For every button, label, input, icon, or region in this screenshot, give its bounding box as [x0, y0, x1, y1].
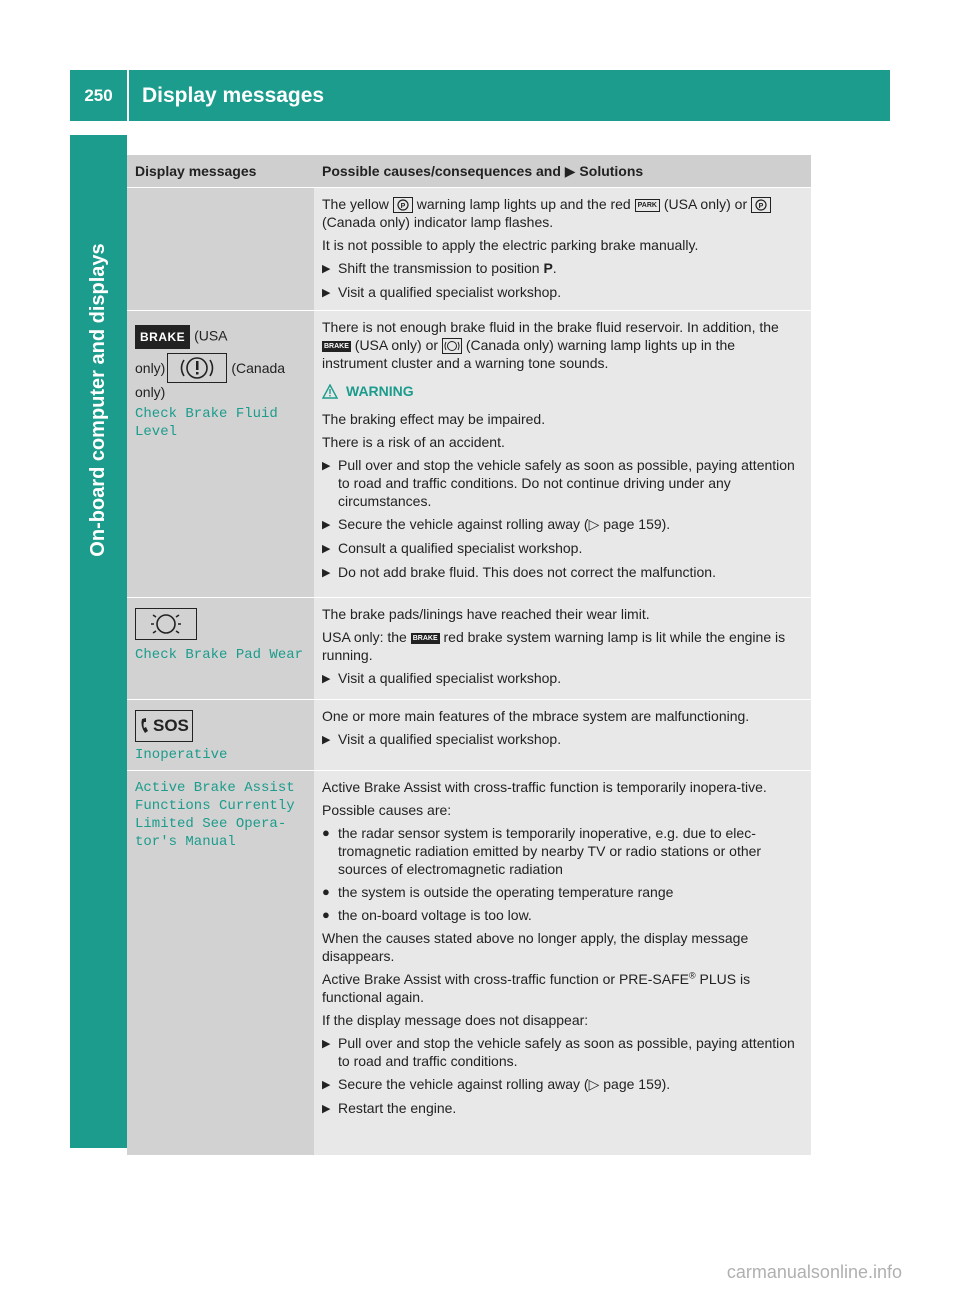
bullet-arrow-icon: ▶	[322, 519, 331, 532]
list-item: ▶ Restart the engine.	[322, 1100, 457, 1116]
row2-message-cell: BRAKE (USA only) (Canada only) Check Brake Fluid Level	[127, 311, 314, 597]
table-row	[127, 598, 811, 700]
row2-paragraph-1: There is not enough brake fluid in the brake fluid reservoir. In addition, the BRAKE (USA only) or (Canada only) warning lamp lights up in the instrument cluster and a warning tone sounds.	[322, 319, 779, 372]
row3-solution-cell: The brake pads/linings have reached their wear limit. USA only: the BRAKE red brake system warning lamp is lit while the engine is running. ▶ Visit a qualified specialist workshop.	[314, 598, 811, 699]
svg-text:P: P	[400, 203, 406, 211]
bullet-arrow-icon: ▶	[322, 567, 331, 580]
list-item: ▶ Visit a qualified specialist workshop.	[322, 670, 562, 686]
bullet-dot-icon: ●	[322, 907, 330, 922]
table-row	[127, 700, 811, 771]
message-inoperative: Inoperative	[135, 747, 228, 763]
row1-solution-cell	[314, 188, 811, 310]
row3-message-cell	[127, 598, 314, 699]
brake-pad-wear-icon	[135, 608, 197, 640]
side-tab	[70, 135, 127, 1148]
parking-brake-warning-icon	[393, 197, 413, 213]
brake-small-icon: BRAKE	[412, 634, 438, 642]
warning-heading: WARNING	[322, 382, 803, 400]
side-tab-label: On-board computer and displays	[87, 243, 109, 557]
table-row	[127, 771, 811, 1155]
bullet-arrow-icon: ▶	[322, 543, 331, 556]
row1-paragraph-2: It is not possible to apply the electric parking brake manually.	[322, 237, 699, 254]
page-reference-icon: ▷	[588, 516, 600, 533]
page-title: Display messages	[142, 83, 325, 107]
list-item: ▶ Do not add brake fluid. This does not correct the malfunction.	[322, 564, 716, 581]
message-check-brake-fluid: Check Brake Fluid Level	[135, 406, 278, 440]
park-lamp-icon: PARK	[635, 199, 660, 212]
bullet-arrow-icon: ▶	[322, 1079, 331, 1091]
list-item: ▶ Shift the transmission to position P.	[322, 260, 557, 277]
brake-warning-icon: BRAKE	[135, 325, 190, 349]
watermark-link[interactable]: carmanualsonline.info	[726, 1262, 902, 1282]
page-number: 250	[84, 85, 113, 105]
sos-phone-icon: SOS	[135, 710, 193, 742]
list-item: ▶ Pull over and stop the vehicle safely as soon as possible, paying attention to road and traffic conditions. Do not continue driving under any circumstances.	[322, 457, 795, 510]
message-active-brake-assist: Active Brake Assist Functions Currently Limited See Opera‐ tor's Manual	[135, 780, 295, 850]
row4-solution-cell: One or more main features of the mbrace system are malfunctioning. ▶ Visit a qualified specialist workshop.	[314, 700, 811, 770]
table-row	[127, 311, 811, 598]
list-item: ▶ Pull over and stop the vehicle safely as soon as possible, paying attention to road and traffic conditions.	[322, 1035, 795, 1069]
list-item: ● the on-board voltage is too low.	[322, 907, 532, 923]
list-item: ▶ Visit a qualified specialist workshop.	[322, 284, 562, 301]
col-header-causes: Possible causes/consequences and ▶ Solutions	[322, 163, 644, 179]
list-item: ▶ Visit a qualified specialist workshop.	[322, 731, 562, 747]
bullet-arrow-icon: ▶	[322, 734, 331, 746]
row4-message-cell	[127, 700, 314, 770]
row1-message-cell	[127, 188, 314, 310]
list-item: ▶ Secure the vehicle against rolling away (▷ page 159).	[322, 516, 671, 533]
table-header	[127, 155, 811, 188]
col-header-display-messages: Display messages	[135, 163, 257, 179]
bullet-dot-icon: ●	[322, 884, 330, 899]
list-item: ● the radar sensor system is temporarily inoperative, e.g. due to elec-tromagnetic radiation emitted by nearby TV or radio stations or other sources of electromagnetic radiation	[322, 825, 762, 877]
table-row	[127, 188, 811, 311]
list-item: ● the system is outside the operating temperature range	[322, 884, 674, 900]
bullet-dot-icon: ●	[322, 825, 330, 840]
bullet-arrow-icon: ▶	[322, 460, 331, 473]
page-reference-icon: ▷	[588, 1076, 600, 1092]
message-check-brake-pad-wear: Check Brake Pad Wear	[135, 647, 304, 663]
header-separator	[127, 70, 129, 121]
bullet-arrow-icon: ▶	[322, 1103, 331, 1115]
bullet-arrow-icon: ▶	[322, 287, 331, 300]
svg-text:P: P	[758, 203, 764, 211]
row3-paragraph-2: USA only: the BRAKE red brake system warning lamp is lit while the engine is running.	[322, 629, 786, 663]
row5-message-cell	[127, 771, 314, 1155]
row5-paragraph-4: Active Brake Assist with cross-traffic function or PRE-SAFE® PLUS is functional again.	[322, 970, 751, 1005]
row5-solution-cell: Active Brake Assist with cross-traffic function is temporarily inopera-tive. Possible causes are: ● the radar sensor system is temporarily inoperative, e.g. due to elec-tromagnetic radiation emitted by nearby TV or radio stations or other sources of electromagnetic radiation ● the system is outside the operating temperature range ● the on-board voltage is too low. When the causes stated above no longer apply, the display message disappears. Active Brake Assist with cross-traffic function or PRE-SAFE® PLUS is functional again. If the display message does not disappear: ▶ Pull over and stop the vehicle safely as soon as possible, paying attention to road and traffic conditions. ▶ Secure the vehicle against rolling away (▷ page 159). ▶ Restart the engine.	[314, 771, 811, 1155]
list-item: ▶ Consult a qualified specialist workshop.	[322, 540, 583, 557]
bullet-arrow-icon: ▶	[322, 673, 331, 685]
brake-small-icon: BRAKE	[324, 342, 349, 350]
list-item: ▶ Secure the vehicle against rolling away (▷ page 159).	[322, 1076, 671, 1092]
row2-solution-cell: There is not enough brake fluid in the brake fluid reservoir. In addition, the BRAKE (USA only) or (Canada only) warning lamp lights up in the instrument cluster and a warning tone sounds. WARNING The braking effect may be impaired. There is a risk of an accident. ▶ Pull over and stop the vehicle safely as soon as possible, paying attention to road and traffic conditions. Do not continue driving under any circumstances. ▶ Secure the vehicle against rolling away (▷ page 159). ▶ Consult a qualified specialist workshop. ▶ Do not add brake fluid. This does not correct the malfunction.	[314, 311, 811, 597]
brake-canada-small-icon	[442, 338, 462, 354]
brake-canada-icon	[167, 353, 227, 383]
parking-brake-canada-icon	[751, 197, 771, 213]
warning-triangle-icon	[322, 384, 338, 399]
row1-paragraph-1: The yellow P warning lamp lights up and the red PARK (USA only) or P (Canada only) indicator lamp flashes.	[322, 195, 803, 231]
bullet-arrow-icon: ▶	[322, 263, 331, 276]
bullet-arrow-icon: ▶	[322, 1038, 331, 1050]
display-messages-table	[127, 155, 811, 1155]
